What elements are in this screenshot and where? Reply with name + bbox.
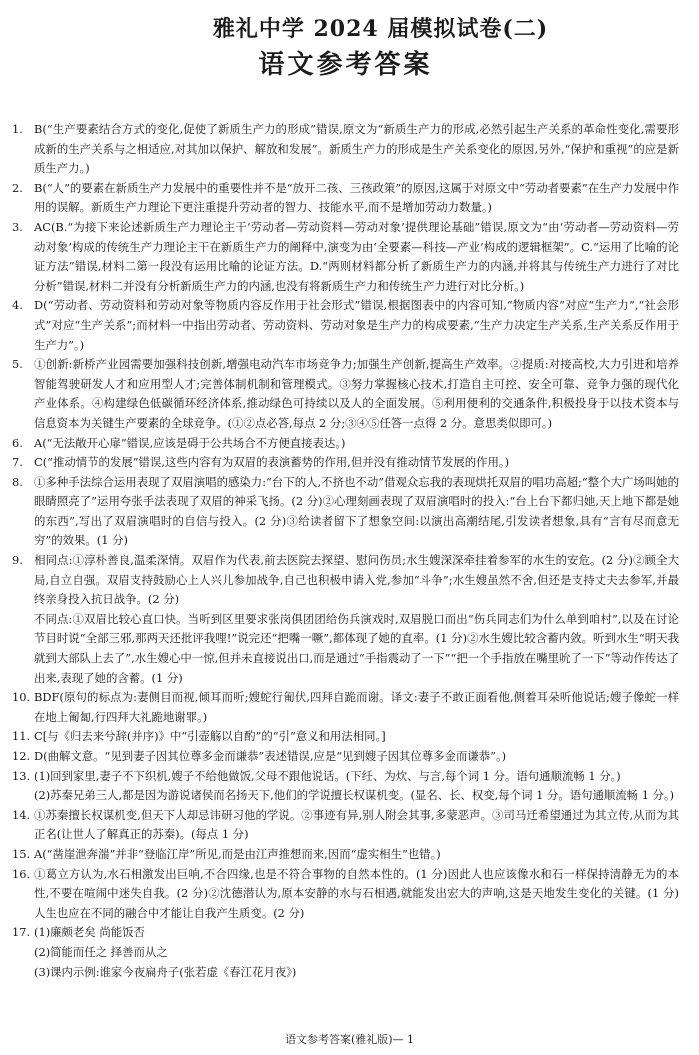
answer-text: BDF(原句的标点为:妻侧目而视,倾耳而听;嫂蛇行匍伏,四拜自跪而谢。译文:妻子不敢正面看他,侧着耳朵听他说话;嫂子像蛇一样在地上匍匐,行四拜大礼跪地谢罪。): [34, 690, 679, 724]
answer-number: 6.: [12, 435, 23, 450]
answer-text: A(“无法敞开心扉”错误,应该是碍于公共场合不方便直接表达。): [34, 435, 346, 450]
answer-number: 2.: [12, 180, 23, 195]
answer-item-8: [12, 473, 679, 551]
answer-text: ①葛立方认为,水石相激发出巨响,不合四缘,也是不符合事物的自然本性的。(1 分)因此人也应该像水和石一样保持清静无为的本性,不要在喧闹中迷失自我。(2 分)②沈德潜认为,原本安静的水与石相遇,就能发出宏大的声响,这是天地发生变化的关键。(1 分)人生也应在不同的融合中才能让自我产生质变。(2 分): [34, 866, 679, 920]
answer-text: ①创新:新桥产业园需要加强科技创新,增强电动汽车市场竞争力;加强生产创新,提高生产效率。②提质:对接高校,大力引进和培养智能驾驶研发人才和应用型人才;完善体制机制和管理模式。③努力掌握核心技术,打造自主可控、安全可靠、竞争力强的现代化产业体系。④构建绿色低碳循环经济体系,推动绿色可持续以及人的全面发展。⑤利用便利的交通条件,积极投身于以技术资本与信息资本为关键生产要素的全球竞争。(①②点必答,每点 2 分;③④⑤任答一点得 2 分。意思类似即可。): [34, 357, 679, 430]
answer-item-1: [12, 120, 679, 179]
answer-text: B(“人”的要素在新质生产力发展中的重要性并不是“放开二孩、三孩政策”的原因,这属于对原文中“劳动者要素”在生产力发展中作用的误解。新质生产力理论下更注重提升劳动者的智力、技能水平,而不是增加劳动力数量。): [34, 180, 679, 215]
answer-number: 13.: [12, 768, 31, 783]
answer-number: 7.: [12, 455, 23, 470]
answer-item-13: [12, 767, 679, 787]
answer-number: 8.: [12, 474, 23, 489]
answer-number: 5.: [12, 357, 23, 372]
answer-text-part-3: (3)课内示例:谁家今夜扁舟子(张若虚《春江花月夜》): [34, 964, 297, 979]
answer-item-16: [12, 865, 679, 924]
answer-item-15: [12, 845, 679, 865]
answer-text-part-2: (2)苏秦兄弟三人,都是因为游说诸侯而名扬天下,他们的学说擅长权谋机变。(显名、长、权变,每个词 1 分。语句通顺流畅 1 分。): [34, 788, 675, 803]
answer-item-2: [12, 179, 679, 218]
answer-number: 9.: [12, 553, 23, 568]
answer-item-6: [12, 434, 679, 454]
page-footer: 语文参考答案(雅礼版)— 1: [284, 1033, 415, 1046]
answer-text: C(“推动情节的发展”错误,这些内容有为双眉的表演蓄势的作用,但并没有推动情节发展的作用。): [34, 455, 510, 470]
answer-item-3: [12, 218, 679, 296]
answer-item-9: [12, 551, 679, 610]
answer-text: D(“劳动者、劳动资料和劳动对象等物质内容反作用于社会形式”错误,根据图表中的内容可知,“物质内容”对应“生产力”,“社会形式”对应“生产关系”;而材料一中指出劳动者、劳动资料、劳动对象是生产力的构成要素,“生产力决定生产关系,生产关系反作用于生产力”。): [34, 298, 679, 352]
answer-text: A(“凿崖泄奔湍”并非“登临江岸”所见,而是由江声推想而来,因而“虚实相生”也错。): [34, 846, 441, 861]
answer-number: 12.: [12, 749, 31, 763]
answer-number: 3.: [12, 219, 23, 234]
exam-title: 雅礼中学 2024 届模拟试卷(二): [212, 16, 549, 42]
answer-item-10: [12, 688, 679, 727]
answer-text: ①苏秦擅长权谋机变,但天下人却忌讳研习他的学说。②事迹有异,别人附会其事,多蒙恶声。③司马迁希望通过为其立传,从而为其正名(让世人了解真正的苏秦)。(每点 1 分): [34, 807, 679, 842]
answer-number: 16.: [12, 866, 31, 881]
answer-number: 10.: [12, 690, 31, 705]
answer-item-17: [12, 923, 679, 943]
answer-number: 15.: [12, 846, 31, 861]
answer-item-7: [12, 453, 679, 473]
answer-text: B(“生产要素结合方式的变化,促使了新质生产力的形成”错误,原文为“新质生产力的形成,必然引起生产关系的革命性变化,需要形成新的生产关系与之相适应,对其加以保护、解放和发展”。新质生产力的形成是生产关系变化的原因,另外,“保护和重视”的应是新质生产力。): [34, 122, 679, 176]
answer-item-11: [12, 727, 679, 747]
answer-text: ①多种手法综合运用表现了双眉演唱的感染力:“台下的人,不挤也不动”借观众忘我的表现烘托双眉的唱功高超;“整个大广场叫她的眼睛照亮了”运用夸张手法表现了双眉的神采飞扬。(2 分)②心理刻画表现了双眉演唱时的投入:“台上台下都归她,天上地下都是她的东西”,写出了双眉演唱时的自信与投入。(2 分)③给读者留下了想象空间:以演出高潮结尾,引发读者想象,具有“言有尽而意无穷”的效果。(1 分): [34, 474, 679, 548]
answer-item-12: [12, 747, 679, 767]
answer-text-part-1: (1)廉颇老矣 尚能饭否: [34, 925, 145, 940]
answer-number: 11.: [12, 729, 31, 744]
answer-text-same: 相同点:①淳朴善良,温柔深情。双眉作为代表,前去医院去探望、慰问伤员;水生嫂深深牵挂着参军的水生的安危。(2 分)②顾全大局,自立自强。双眉支持鼓励心上人兴儿参加战争,自己也积极申请入党,参加“斗争”;水生嫂虽然不舍,但还是支持丈夫去参军,并最终亲身投入抗日战争。(2 分): [34, 553, 679, 607]
answer-list: [12, 120, 679, 982]
answer-text-part-2: (2)简能而任之 择善而从之: [34, 944, 168, 959]
answer-number: 14.: [12, 807, 31, 822]
answer-text: AC(B.“为接下来论述新质生产力理论主干‘劳动者—劳动资料—劳动对象’提供理论基础”错误,原文为“由‘劳动者—劳动资料—劳动对象’构成的传统生产力理论主干在新质生产力的阐释中,演变为由‘全要素—科技—产业’构成的逻辑框架”。C.“运用了比喻的论证方法”错误,材料二第一段没有运用比喻的论证方法。D.“两则材料都分析了新质生产力的内涵,并将其与传统生产力进行了对比分析”错误,材料二并没有分析新质生产力的内涵,也没有将新质生产力和传统生产力进行对比分析。): [34, 219, 679, 293]
answer-text: D(曲解文意。“见到妻子因其位尊多金而谦恭”表述错误,应是“见到嫂子因其位尊多金而谦恭”。): [34, 749, 507, 763]
answer-text: C[与《归去来兮辞(并序)》中“引壶觞以自酌”的“引”意义和用法相同。]: [34, 729, 386, 744]
answer-item-14: [12, 806, 679, 845]
answer-item-5: [12, 355, 679, 433]
answer-text-diff: 不同点:①双眉比较心直口快。当听到区里要求张岗俱团团给伤兵演戏时,双眉脱口而出“伤兵同志们为什么单到咱村”,以及在讨论节目时说“全部三邪,那两天还批评我哩!”说完还“把嘴一噘”,都体现了她的直率。(1 分)②水生嫂比较含蓄内敛。听到水生“明天我就到大部队上去了”,水生嫂心中一惊,但并未直接说出口,而是通过“手指震动了一下”“把一个手指放在嘴里吮了一下”等动作传达了出来,表现了她的含蓄。(1 分): [34, 611, 679, 685]
answer-text-part-1: (1)回到家里,妻子不下织机,嫂子不给他做饭,父母不跟他说话。(下纴、为炊、与言,每个词 1 分。语句通顺流畅 1 分。): [34, 768, 621, 783]
answer-item-4: [12, 296, 679, 355]
answer-number: 17.: [12, 925, 31, 940]
answer-number: 1.: [12, 122, 23, 136]
answer-key-title: 语文参考答案: [258, 50, 433, 80]
answer-number: 4.: [12, 298, 23, 313]
